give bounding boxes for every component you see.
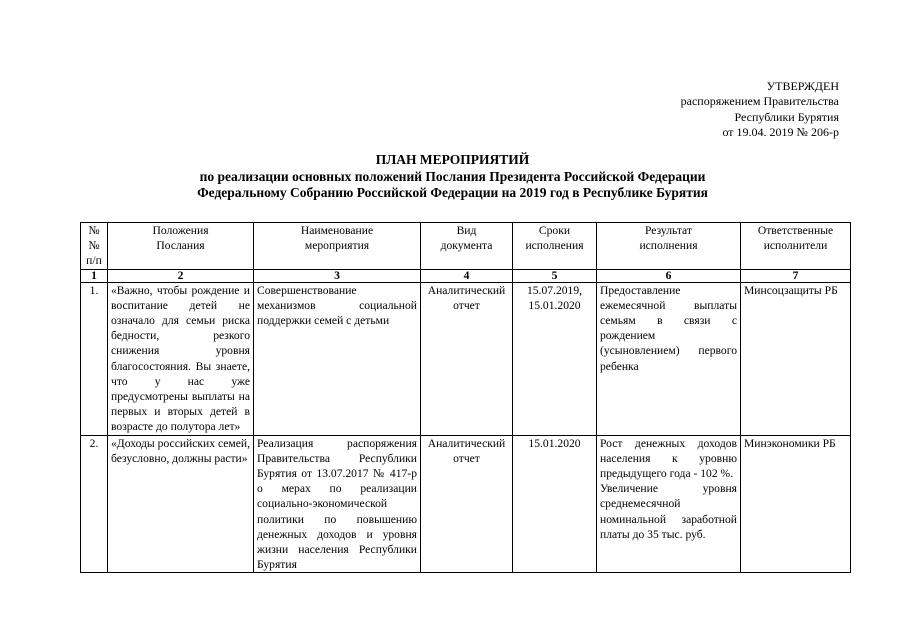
header-cell: Положения Послания xyxy=(108,223,254,270)
column-number: 7 xyxy=(741,269,851,282)
column-number: 3 xyxy=(254,269,421,282)
document-type: Аналитический отчет xyxy=(421,435,513,573)
table-row xyxy=(81,435,851,573)
header-cell: №№ п/п xyxy=(81,223,108,270)
responsible-executor: Минэкономики РБ xyxy=(741,435,851,573)
title-line: ПЛАН МЕРОПРИЯТИЙ xyxy=(375,152,530,167)
row-number: 2. xyxy=(81,435,108,573)
column-number: 2 xyxy=(108,269,254,282)
approval-block xyxy=(681,79,839,140)
table-header-row xyxy=(81,223,851,270)
message-provision: «Доходы российских семей, безусловно, должны расти» xyxy=(108,435,254,573)
title-line: по реализации основных положений Послания Президента Российской Федерации xyxy=(199,168,706,184)
approval-line: Республики Бурятия xyxy=(734,109,839,124)
approval-line: от 19.04. 2019 № 206-р xyxy=(722,124,839,139)
result-text-extra: Увеличение уровня среднемесячной номинальной заработной платы до 35 тыс. руб. xyxy=(600,482,737,541)
column-number: 4 xyxy=(421,269,513,282)
header-cell: Результат исполнения xyxy=(597,223,741,270)
responsible-executor: Минсоцзащиты РБ xyxy=(741,282,851,435)
event-name: Реализация распоряжения Правительства Республики Бурятия от 13.07.2017 № 417-р о мерах по реализации социально-экономической политики по повышению денежных доходов и уровня жизни населения Республики Бурятия xyxy=(254,435,421,573)
deadline: 15.07.2019, 15.01.2020 xyxy=(513,282,597,435)
header-cell: Сроки исполнения xyxy=(513,223,597,270)
approval-line: УТВЕРЖДЕН xyxy=(766,79,839,93)
plan-table xyxy=(80,222,851,573)
column-number: 5 xyxy=(513,269,597,282)
column-number: 6 xyxy=(597,269,741,282)
result-text: Рост денежных доходов населения к уровню предыдущего года - 102 %. xyxy=(600,436,737,481)
deadline: 15.01.2020 xyxy=(513,435,597,573)
execution-result: Предоставление ежемесячной выплаты семьям в связи с рождением (усыновлением) первого ребенка xyxy=(597,282,741,435)
document-title xyxy=(0,152,905,202)
table-row xyxy=(81,282,851,435)
document-type: Аналитический отчет xyxy=(421,282,513,435)
message-provision: «Важно, чтобы рождение и воспитание детей не означало для семьи риска бедности, резкого снижения уровня благосостояния. Вы знаете, что у нас уже предусмотрены выплаты на первых и вторых детей в возрасте до полутора лет» xyxy=(108,282,254,435)
header-cell: Наименование мероприятия xyxy=(254,223,421,270)
column-number-row xyxy=(81,269,851,282)
approval-line: распоряжением Правительства xyxy=(680,94,839,109)
event-name: Совершенствование механизмов социальной поддержки семей с детьми xyxy=(254,282,421,435)
title-line: Федеральному Собранию Российской Федерации на 2019 год в Республике Бурятия xyxy=(197,185,708,200)
execution-result xyxy=(597,435,741,573)
header-cell: Ответственные исполнители xyxy=(741,223,851,270)
column-number: 1 xyxy=(81,269,108,282)
header-cell: Вид документа xyxy=(421,223,513,270)
row-number: 1. xyxy=(81,282,108,435)
